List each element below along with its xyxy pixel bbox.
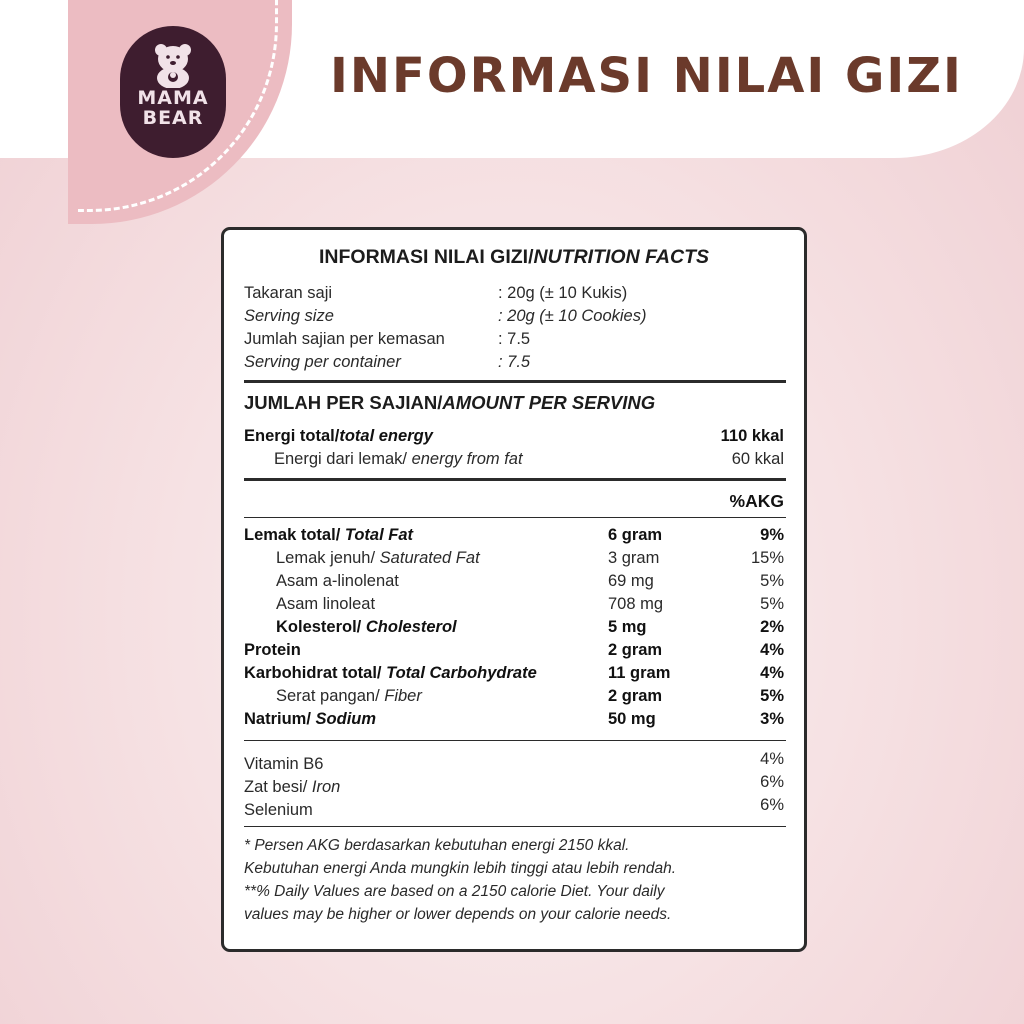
serving-label-1: Serving size bbox=[244, 307, 334, 325]
logo-text-line1: MAMA bbox=[137, 87, 209, 109]
nutrient-row-akg: 2% bbox=[760, 618, 784, 636]
divider-thick-2 bbox=[244, 478, 786, 481]
nutrient-row-amount: 11 gram bbox=[608, 664, 671, 682]
logo-text-line2: BEAR bbox=[142, 107, 204, 129]
serving-value-1: : 20g (± 10 Cookies) bbox=[498, 307, 647, 325]
nutrient-row-akg: 4% bbox=[760, 641, 784, 659]
nutrient-row-akg: 9% bbox=[760, 526, 784, 544]
nutrient-row-amount: 69 mg bbox=[608, 572, 654, 590]
energy-fat-label bbox=[274, 450, 523, 469]
footnote-line: **% Daily Values are based on a 2150 calorie Diet. Your daily bbox=[244, 883, 665, 900]
footnote-line: values may be higher or lower depends on your calorie needs. bbox=[244, 906, 672, 923]
vitamin-row-akg: 6% bbox=[760, 796, 784, 814]
divider-thin-1 bbox=[244, 517, 786, 518]
energy-fat-label-en: energy from fat bbox=[411, 450, 523, 468]
energy-total-label bbox=[244, 427, 433, 446]
nutrient-row-akg: 3% bbox=[760, 710, 784, 728]
divider-thin-3 bbox=[244, 826, 786, 827]
nutrient-row-amount: 2 gram bbox=[608, 687, 663, 705]
amount-per-serving-title bbox=[244, 392, 655, 414]
footnote-line: Kebutuhan energi Anda mungkin lebih tinggi atau lebih rendah. bbox=[244, 860, 677, 877]
serving-label-3: Serving per container bbox=[244, 353, 401, 371]
nutrient-row-akg: 5% bbox=[760, 595, 784, 613]
card-title-regular: INFORMASI NILAI GIZI/ bbox=[319, 246, 534, 268]
serving-value-2: : 7.5 bbox=[498, 330, 531, 348]
divider-thin-2 bbox=[244, 740, 786, 741]
nutrient-row-label: Lemak jenuh/ Saturated Fat bbox=[276, 549, 480, 567]
nutrient-row-akg: 15% bbox=[750, 549, 784, 567]
vitamin-row-label: Vitamin B6 bbox=[244, 755, 324, 773]
mama-bear-logo bbox=[120, 26, 226, 158]
energy-total-label-en: total energy bbox=[339, 427, 433, 445]
nutrient-row-amount: 2 gram bbox=[608, 641, 663, 659]
vitamin-row-label: Zat besi/ Iron bbox=[244, 778, 341, 796]
amount-title-regular: JUMLAH PER SAJIAN/ bbox=[244, 392, 443, 413]
divider-thick-1 bbox=[244, 380, 786, 383]
energy-total-label-id: Energi total/ bbox=[244, 427, 340, 445]
serving-label-0: Takaran saji bbox=[244, 284, 333, 302]
nutrient-row-akg: 5% bbox=[760, 572, 784, 590]
vitamin-row-akg: 4% bbox=[760, 750, 784, 768]
nutrient-row-label: Asam linoleat bbox=[276, 595, 376, 613]
nutrient-row-label: Natrium/ Sodium bbox=[244, 710, 377, 728]
energy-fat-label-id: Energi dari lemak/ bbox=[274, 450, 407, 468]
page-title: INFORMASI NILAI GIZI bbox=[330, 48, 963, 104]
amount-title-italic: AMOUNT PER SERVING bbox=[442, 392, 656, 413]
vitamin-row-label: Selenium bbox=[244, 801, 313, 819]
footnote-line: * Persen AKG berdasarkan kebutuhan energi 2150 kkal. bbox=[244, 837, 630, 854]
nutrient-row-amount: 5 mg bbox=[608, 618, 647, 636]
energy-total-value: 110 kkal bbox=[720, 427, 784, 445]
nutrient-row-label: Serat pangan/ Fiber bbox=[276, 687, 422, 705]
serving-value-0: : 20g (± 10 Kukis) bbox=[498, 284, 628, 302]
nutrient-row-amount: 708 mg bbox=[608, 595, 664, 613]
nutrient-row-akg: 5% bbox=[760, 687, 784, 705]
card-title-italic: NUTRITION FACTS bbox=[533, 246, 709, 268]
nutrient-row-amount: 3 gram bbox=[608, 549, 660, 567]
nutrient-row-label: Asam a-linolenat bbox=[276, 572, 399, 590]
bear-icon bbox=[149, 42, 197, 88]
nutrient-row-akg: 4% bbox=[760, 664, 784, 682]
akg-header: %AKG bbox=[729, 491, 784, 511]
nutrient-row-amount: 50 mg bbox=[608, 710, 656, 728]
nutrient-row-label: Kolesterol/ Cholesterol bbox=[276, 618, 457, 636]
nutrient-row-label: Karbohidrat total/ Total Carbohydrate bbox=[244, 664, 537, 682]
nutrient-row-label: Lemak total/ Total Fat bbox=[244, 526, 414, 544]
serving-label-2: Jumlah sajian per kemasan bbox=[244, 330, 445, 348]
nutrient-row-label: Protein bbox=[244, 641, 301, 659]
card-title bbox=[224, 246, 804, 269]
nutrient-row-amount: 6 gram bbox=[608, 526, 663, 544]
nutrition-facts-card bbox=[221, 227, 807, 952]
vitamin-row-akg: 6% bbox=[760, 773, 784, 791]
energy-fat-value: 60 kkal bbox=[731, 450, 784, 468]
serving-value-3: : 7.5 bbox=[498, 353, 531, 371]
